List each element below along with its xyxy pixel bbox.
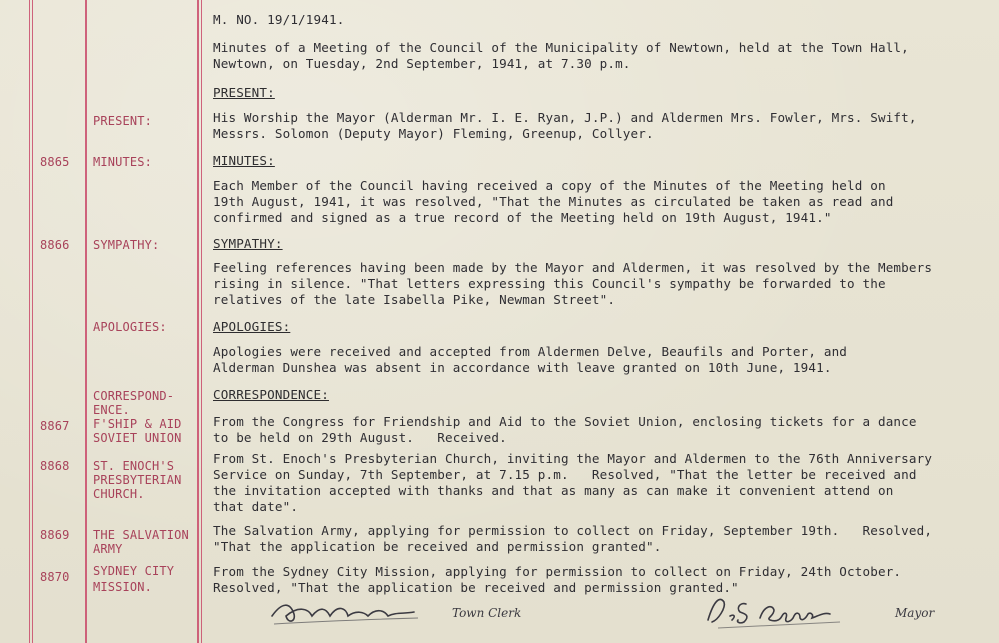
minute-number: 8867 <box>40 419 70 433</box>
minutes-line: Each Member of the Council having received a copy of the Minutes of the Meeting held on <box>213 178 886 193</box>
present-line: Messrs. Solomon (Deputy Mayor) Fleming, Greenup, Collyer. <box>213 126 654 141</box>
section-heading-correspondence: CORRESPONDENCE: <box>213 387 329 402</box>
apologies-line: Apologies were received and accepted from Aldermen Delve, Beaufils and Porter, and <box>213 344 848 359</box>
margin-label-st-enochs: CHURCH. <box>93 487 145 501</box>
correspondence-line: "That the application be received and permission granted". <box>213 539 662 554</box>
minutes-line: confirmed and signed as a true record of the Meeting held on 19th August, 1941." <box>213 210 832 225</box>
correspondence-line: to be held on 29th August. Received. <box>213 430 507 445</box>
section-heading-minutes: MINUTES: <box>213 153 275 168</box>
margin-label-sympathy: SYMPATHY: <box>93 238 160 252</box>
margin-label-sydney-city-mission: MISSION. <box>93 580 152 594</box>
correspondence-line: Service on Sunday, 7th September, at 7.15 p.m. Resolved, "That the letter be received and <box>213 467 917 482</box>
correspondence-line: the invitation accepted with thanks and that as many as can make it convenient attend on <box>213 483 894 498</box>
correspondence-line: From St. Enoch's Presbyterian Church, inviting the Mayor and Aldermen to the 76th Anniversary <box>213 451 933 466</box>
correspondence-line: Resolved, "That the application be received and permission granted." <box>213 580 739 595</box>
town-clerk-signature <box>268 594 438 634</box>
margin-rule <box>201 0 202 643</box>
town-clerk-label: Town Clerk <box>452 606 522 620</box>
margin-label-st-enochs: ST. ENOCH'S <box>93 459 175 473</box>
correspondence-line: that date". <box>213 499 299 514</box>
margin-label-correspondence: ENCE. <box>93 403 130 417</box>
minute-number: 8866 <box>40 238 70 252</box>
margin-rule <box>29 0 30 643</box>
margin-label-sydney-city-mission: SYDNEY CITY <box>93 564 175 578</box>
sympathy-line: Feeling references having been made by the Mayor and Aldermen, it was resolved by the Members <box>213 260 933 275</box>
margin-label-minutes: MINUTES: <box>93 155 152 169</box>
correspondence-line: The Salvation Army, applying for permission to collect on Friday, September 19th. Resolved, <box>213 523 933 538</box>
minute-number: 8869 <box>40 528 70 542</box>
correspondence-line: From the Congress for Friendship and Aid to the Soviet Union, enclosing tickets for a dance <box>213 414 917 429</box>
margin-label-salvation-army: THE SALVATION <box>93 528 189 542</box>
minute-book-reference: M. NO. 19/1/1941. <box>213 12 345 27</box>
section-heading-sympathy: SYMPATHY: <box>213 236 283 251</box>
margin-rule <box>85 0 87 643</box>
margin-label-correspondence: CORRESPOND- <box>93 389 175 403</box>
meeting-title-line: Minutes of a Meeting of the Council of the Municipality of Newtown, held at the Town Hall, <box>213 40 909 55</box>
margin-label-salvation-army: ARMY <box>93 542 123 556</box>
apologies-line: Alderman Dunshea was absent in accordance with leave granted on 10th June, 1941. <box>213 360 832 375</box>
margin-label-friendship-aid: F'SHIP & AID <box>93 417 182 431</box>
margin-label-present: PRESENT: <box>93 114 152 128</box>
margin-rule <box>32 0 33 643</box>
minutes-line: 19th August, 1941, it was resolved, "That the Minutes as circulated be taken as read and <box>213 194 894 209</box>
mayor-signature <box>700 590 890 634</box>
margin-rule <box>197 0 199 643</box>
minute-number: 8870 <box>40 570 70 584</box>
correspondence-line: From the Sydney City Mission, applying for permission to collect on Friday, 24th October. <box>213 564 902 579</box>
minute-number: 8868 <box>40 459 70 473</box>
margin-label-apologies: APOLOGIES: <box>93 320 167 334</box>
margin-label-friendship-aid: SOVIET UNION <box>93 431 182 445</box>
section-heading-apologies: APOLOGIES: <box>213 319 291 334</box>
mayor-label: Mayor <box>895 606 935 620</box>
margin-label-st-enochs: PRESBYTERIAN <box>93 473 182 487</box>
meeting-title-line: Newtown, on Tuesday, 2nd September, 1941, at 7.30 p.m. <box>213 56 631 71</box>
present-line: His Worship the Mayor (Alderman Mr. I. E. Ryan, J.P.) and Aldermen Mrs. Fowler, Mrs. Swift, <box>213 110 917 125</box>
sympathy-line: relatives of the late Isabella Pike, Newman Street". <box>213 292 616 307</box>
sympathy-line: rising in silence. "That letters expressing this Council's sympathy be forwarded to the <box>213 276 886 291</box>
section-heading-present: PRESENT: <box>213 85 275 100</box>
minute-number: 8865 <box>40 155 70 169</box>
